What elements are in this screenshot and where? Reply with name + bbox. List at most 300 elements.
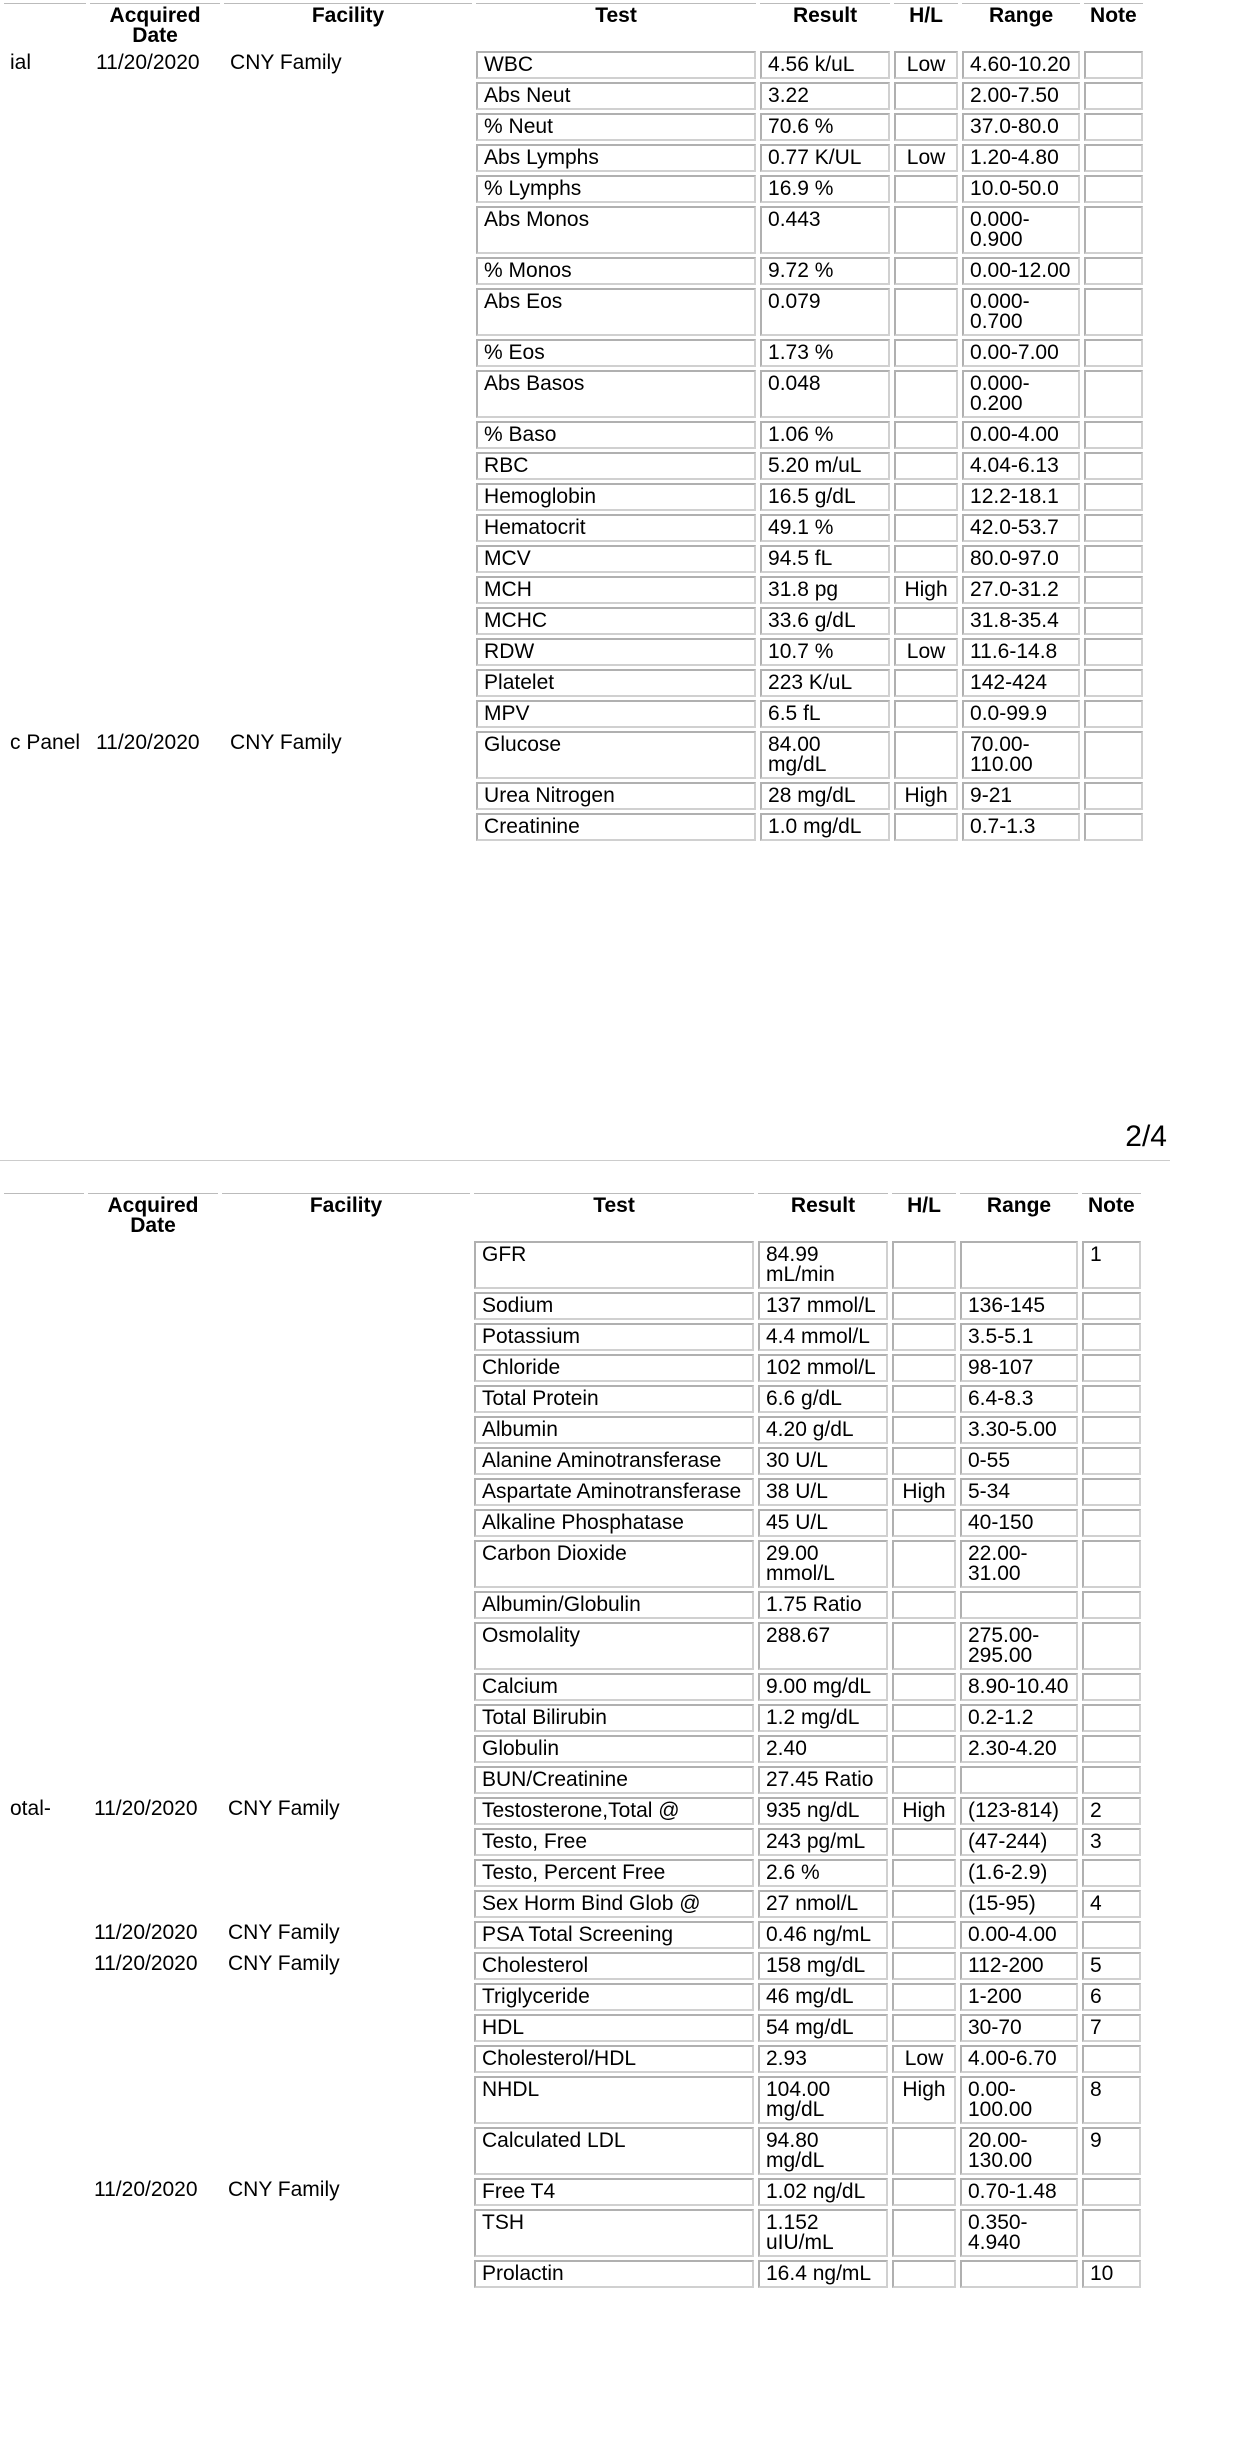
reference-range: 0.00-4.00 [962,421,1080,449]
header-hl: H/L [894,3,958,48]
result-value: 38 U/L [758,1478,888,1506]
test-name: NHDL [474,2076,754,2124]
panel-name [4,1952,84,2175]
test-name: Triglyceride [474,1983,754,2011]
test-name: Osmolality [474,1622,754,1670]
test-name: Aspartate Aminotransferase [474,1478,754,1506]
test-name: BUN/Creatinine [474,1766,754,1794]
note-ref [1084,669,1143,697]
reference-range: 4.04-6.13 [962,452,1080,480]
reference-range: 136-145 [960,1292,1078,1320]
reference-range: 0.00-100.00 [960,2076,1078,2124]
high-low-flag [892,1447,956,1475]
test-name: Total Bilirubin [474,1704,754,1732]
acquired-date: 11/20/2020 [96,731,200,754]
test-name: % Baso [476,421,756,449]
reference-range: (15-95) [960,1890,1078,1918]
high-low-flag [894,669,958,697]
result-value: 158 mg/dL [758,1952,888,1980]
result-value: 10.7 % [760,638,890,666]
reference-range: 37.0-80.0 [962,113,1080,141]
high-low-flag: Low [894,144,958,172]
reference-range: 4.60-10.20 [962,51,1080,79]
reference-range: 40-150 [960,1509,1078,1537]
test-name: Calcium [474,1673,754,1701]
high-low-flag [892,1735,956,1763]
reference-range: 98-107 [960,1354,1078,1382]
acquired-date: 11/20/2020 [94,1952,198,1975]
note-ref: 6 [1082,1983,1141,2011]
high-low-flag [892,1704,956,1732]
header-note: Note [1084,3,1143,48]
high-low-flag [892,1241,956,1289]
results-table-page-2 [0,1190,1145,2291]
high-low-flag [892,1385,956,1413]
note-ref [1082,1292,1141,1320]
test-name: Calculated LDL [474,2127,754,2175]
header-range: Range [962,3,1080,48]
result-value: 0.079 [760,288,890,336]
test-name: TSH [474,2209,754,2257]
test-name: WBC [476,51,756,79]
facility-name [222,1241,470,1794]
facility-name: CNY Family [228,1797,340,1820]
high-low-flag [892,1983,956,2011]
test-name: PSA Total Screening [474,1921,754,1949]
note-ref [1084,82,1143,110]
result-value: 6.5 fL [760,700,890,728]
test-name: MPV [476,700,756,728]
test-name: MCHC [476,607,756,635]
result-value: 2.93 [758,2045,888,2073]
note-ref [1082,1385,1141,1413]
test-name: % Eos [476,339,756,367]
high-low-flag: High [892,2076,956,2124]
high-low-flag: Low [894,638,958,666]
test-name: Abs Lymphs [476,144,756,172]
test-name: % Monos [476,257,756,285]
result-value: 243 pg/mL [758,1828,888,1856]
high-low-flag [892,1354,956,1382]
high-low-flag [892,1890,956,1918]
reference-range [960,1591,1078,1619]
high-low-flag [892,2209,956,2257]
header-test: Test [474,1193,754,1238]
test-name: Abs Monos [476,206,756,254]
result-value: 30 U/L [758,1447,888,1475]
header-test: Test [476,3,756,48]
high-low-flag [894,421,958,449]
panel-name [4,1241,84,1794]
test-name: Hemoglobin [476,483,756,511]
page-break-rule [0,1160,1170,1161]
acquired-date [88,1241,218,1794]
note-ref [1084,700,1143,728]
test-name: Chloride [474,1354,754,1382]
test-name: RDW [476,638,756,666]
reference-range: 70.00-110.00 [962,731,1080,779]
note-ref [1084,206,1143,254]
note-ref [1082,1591,1141,1619]
test-name: Total Protein [474,1385,754,1413]
test-name: Sodium [474,1292,754,1320]
high-low-flag [892,1323,956,1351]
acquired-date: 11/20/2020 [94,1921,198,1944]
result-value: 27 nmol/L [758,1890,888,1918]
high-low-flag [894,452,958,480]
reference-range: 31.8-35.4 [962,607,1080,635]
panel-name: ial [10,51,32,74]
high-low-flag [894,82,958,110]
note-ref [1084,257,1143,285]
result-value: 0.77 K/UL [760,144,890,172]
note-ref: 5 [1082,1952,1141,1980]
note-ref [1082,2045,1141,2073]
reference-range: 0-55 [960,1447,1078,1475]
header-note: Note [1082,1193,1141,1238]
high-low-flag [892,1622,956,1670]
panel-name [4,1921,84,1949]
note-ref [1082,1704,1141,1732]
result-value: 27.45 Ratio [758,1766,888,1794]
high-low-flag [894,483,958,511]
high-low-flag: High [892,1478,956,1506]
reference-range: 112-200 [960,1952,1078,1980]
note-ref [1084,51,1143,79]
note-ref [1084,452,1143,480]
reference-range: 0.70-1.48 [960,2178,1078,2206]
test-name: Creatinine [476,813,756,841]
header-panel [4,3,86,48]
reference-range: 0.0-99.9 [962,700,1080,728]
high-low-flag [894,370,958,418]
high-low-flag [892,2260,956,2288]
result-value: 84.00 mg/dL [760,731,890,779]
note-ref [1084,483,1143,511]
high-low-flag: High [892,1797,956,1825]
lab-results-table [0,1190,1145,2291]
test-name: % Lymphs [476,175,756,203]
note-ref [1084,731,1143,779]
test-name: Prolactin [474,2260,754,2288]
result-value: 288.67 [758,1622,888,1670]
high-low-flag [894,700,958,728]
reference-range [960,1766,1078,1794]
result-value: 1.73 % [760,339,890,367]
result-value: 2.6 % [758,1859,888,1887]
reference-range: (123-814) [960,1797,1078,1825]
result-value: 46 mg/dL [758,1983,888,2011]
reference-range: 11.6-14.8 [962,638,1080,666]
high-low-flag [892,2014,956,2042]
note-ref [1084,339,1143,367]
table-row [4,731,1143,779]
result-value: 0.048 [760,370,890,418]
lab-results-table [0,0,1147,844]
test-name: MCV [476,545,756,573]
test-name: MCH [476,576,756,604]
high-low-flag [894,545,958,573]
result-value: 9.72 % [760,257,890,285]
table-row [4,1921,1141,1949]
header-result: Result [760,3,890,48]
reference-range [960,1241,1078,1289]
acquired-date: 11/20/2020 [96,51,200,74]
reference-range: 0.000-0.200 [962,370,1080,418]
note-ref [1082,1540,1141,1588]
reference-range: 9-21 [962,782,1080,810]
note-ref [1082,1673,1141,1701]
note-ref: 10 [1082,2260,1141,2288]
header-facility: Facility [222,1193,470,1238]
facility-name: CNY Family [230,731,342,754]
note-ref [1084,421,1143,449]
panel-name: c Panel [10,731,81,754]
high-low-flag [894,339,958,367]
table-row [4,1952,1141,1980]
reference-range: 2.30-4.20 [960,1735,1078,1763]
note-ref [1084,370,1143,418]
note-ref [1082,1921,1141,1949]
high-low-flag [894,206,958,254]
high-low-flag [892,1952,956,1980]
reference-range: 20.00-130.00 [960,2127,1078,2175]
test-name: HDL [474,2014,754,2042]
header-hl: H/L [892,1193,956,1238]
note-ref: 1 [1082,1241,1141,1289]
high-low-flag [892,1540,956,1588]
header-acquired-date: Acquired Date [88,1193,218,1238]
reference-range: 1-200 [960,1983,1078,2011]
result-value: 102 mmol/L [758,1354,888,1382]
test-name: Sex Horm Bind Glob @ [474,1890,754,1918]
facility-name: CNY Family [228,1952,340,1975]
high-low-flag [892,1292,956,1320]
reference-range: 27.0-31.2 [962,576,1080,604]
reference-range: 12.2-18.1 [962,483,1080,511]
result-value: 1.06 % [760,421,890,449]
high-low-flag: High [894,576,958,604]
note-ref: 4 [1082,1890,1141,1918]
reference-range: 5-34 [960,1478,1078,1506]
result-value: 2.40 [758,1735,888,1763]
high-low-flag [892,1859,956,1887]
result-value: 935 ng/dL [758,1797,888,1825]
reference-range: 22.00-31.00 [960,1540,1078,1588]
reference-range: 0.7-1.3 [962,813,1080,841]
test-name: Potassium [474,1323,754,1351]
high-low-flag [894,607,958,635]
test-name: Albumin/Globulin [474,1591,754,1619]
note-ref [1084,813,1143,841]
note-ref: 3 [1082,1828,1141,1856]
high-low-flag [894,514,958,542]
note-ref [1084,288,1143,336]
note-ref [1082,2209,1141,2257]
reference-range: 80.0-97.0 [962,545,1080,573]
reference-range [960,2260,1078,2288]
result-value: 1.75 Ratio [758,1591,888,1619]
facility-name: CNY Family [228,2178,340,2201]
note-ref: 8 [1082,2076,1141,2124]
test-name: Urea Nitrogen [476,782,756,810]
test-name: Cholesterol/HDL [474,2045,754,2073]
test-name: Glucose [476,731,756,779]
high-low-flag [892,1828,956,1856]
test-name: Hematocrit [476,514,756,542]
test-name: Carbon Dioxide [474,1540,754,1588]
facility-name: CNY Family [230,51,342,74]
table-row [4,1797,1141,1825]
test-name: Cholesterol [474,1952,754,1980]
result-value: 49.1 % [760,514,890,542]
table-row [4,1241,1141,1289]
test-name: GFR [474,1241,754,1289]
reference-range: 0.000-0.700 [962,288,1080,336]
note-ref: 7 [1082,2014,1141,2042]
test-name: Alkaline Phosphatase [474,1509,754,1537]
result-value: 1.152 uIU/mL [758,2209,888,2257]
test-name: Globulin [474,1735,754,1763]
reference-range: 0.350-4.940 [960,2209,1078,2257]
high-low-flag [894,731,958,779]
result-value: 6.6 g/dL [758,1385,888,1413]
test-name: Alanine Aminotransferase [474,1447,754,1475]
reference-range: 42.0-53.7 [962,514,1080,542]
high-low-flag [894,257,958,285]
result-value: 1.02 ng/dL [758,2178,888,2206]
result-value: 94.80 mg/dL [758,2127,888,2175]
note-ref [1084,607,1143,635]
acquired-date: 11/20/2020 [94,2178,198,2201]
test-name: Testo, Percent Free [474,1859,754,1887]
reference-range: 3.30-5.00 [960,1416,1078,1444]
test-name: Abs Eos [476,288,756,336]
note-ref [1084,175,1143,203]
facility-name: CNY Family [228,1921,340,1944]
high-low-flag [892,1921,956,1949]
reference-range: 0.2-1.2 [960,1704,1078,1732]
result-value: 1.2 mg/dL [758,1704,888,1732]
note-ref [1082,1416,1141,1444]
note-ref [1084,638,1143,666]
reference-range: (47-244) [960,1828,1078,1856]
high-low-flag [892,1673,956,1701]
note-ref [1082,1478,1141,1506]
result-value: 5.20 m/uL [760,452,890,480]
panel-name: otal- [10,1797,51,1820]
reference-range: 0.00-7.00 [962,339,1080,367]
result-value: 28 mg/dL [760,782,890,810]
reference-range: (1.6-2.9) [960,1859,1078,1887]
reference-range: 1.20-4.80 [962,144,1080,172]
header-result: Result [758,1193,888,1238]
test-name: Testosterone,Total @ [474,1797,754,1825]
note-ref [1082,1622,1141,1670]
result-value: 4.56 k/uL [760,51,890,79]
result-value: 16.4 ng/mL [758,2260,888,2288]
reference-range: 142-424 [962,669,1080,697]
result-value: 16.9 % [760,175,890,203]
table-row [4,51,1143,79]
high-low-flag [892,1766,956,1794]
note-ref [1082,1354,1141,1382]
header-acquired-date: Acquired Date [90,3,220,48]
note-ref [1082,1447,1141,1475]
high-low-flag [892,2127,956,2175]
reference-range: 30-70 [960,2014,1078,2042]
result-value: 45 U/L [758,1509,888,1537]
note-ref [1084,514,1143,542]
test-name: Testo, Free [474,1828,754,1856]
note-ref [1084,144,1143,172]
high-low-flag [892,1416,956,1444]
note-ref [1084,113,1143,141]
header-facility: Facility [224,3,472,48]
note-ref [1082,2178,1141,2206]
result-value: 84.99 mL/min [758,1241,888,1289]
note-ref [1082,1735,1141,1763]
result-value: 16.5 g/dL [760,483,890,511]
high-low-flag: High [894,782,958,810]
test-name: Abs Basos [476,370,756,418]
reference-range: 275.00-295.00 [960,1622,1078,1670]
result-value: 29.00 mmol/L [758,1540,888,1588]
result-value: 31.8 pg [760,576,890,604]
note-ref [1084,782,1143,810]
high-low-flag [892,1509,956,1537]
result-value: 137 mmol/L [758,1292,888,1320]
page-number: 2/4 [1125,1120,1167,1153]
test-name: Free T4 [474,2178,754,2206]
note-ref [1082,1509,1141,1537]
test-name: Platelet [476,669,756,697]
test-name: Abs Neut [476,82,756,110]
high-low-flag [894,113,958,141]
header-range: Range [960,1193,1078,1238]
note-ref [1084,545,1143,573]
reference-range: 4.00-6.70 [960,2045,1078,2073]
result-value: 3.22 [760,82,890,110]
header-panel [4,1193,84,1238]
result-value: 70.6 % [760,113,890,141]
result-value: 9.00 mg/dL [758,1673,888,1701]
reference-range: 6.4-8.3 [960,1385,1078,1413]
table-row [4,2178,1141,2206]
note-ref [1082,1766,1141,1794]
reference-range: 2.00-7.50 [962,82,1080,110]
reference-range: 0.00-12.00 [962,257,1080,285]
high-low-flag [892,1591,956,1619]
high-low-flag [892,2178,956,2206]
result-value: 54 mg/dL [758,2014,888,2042]
test-name: Albumin [474,1416,754,1444]
result-value: 4.4 mmol/L [758,1323,888,1351]
note-ref: 9 [1082,2127,1141,2175]
note-ref: 2 [1082,1797,1141,1825]
reference-range: 0.00-4.00 [960,1921,1078,1949]
acquired-date: 11/20/2020 [94,1797,198,1820]
panel-name [4,2178,84,2288]
result-value: 94.5 fL [760,545,890,573]
high-low-flag [894,288,958,336]
result-value: 33.6 g/dL [760,607,890,635]
result-value: 1.0 mg/dL [760,813,890,841]
high-low-flag [894,813,958,841]
reference-range: 10.0-50.0 [962,175,1080,203]
result-value: 0.46 ng/mL [758,1921,888,1949]
result-value: 223 K/uL [760,669,890,697]
